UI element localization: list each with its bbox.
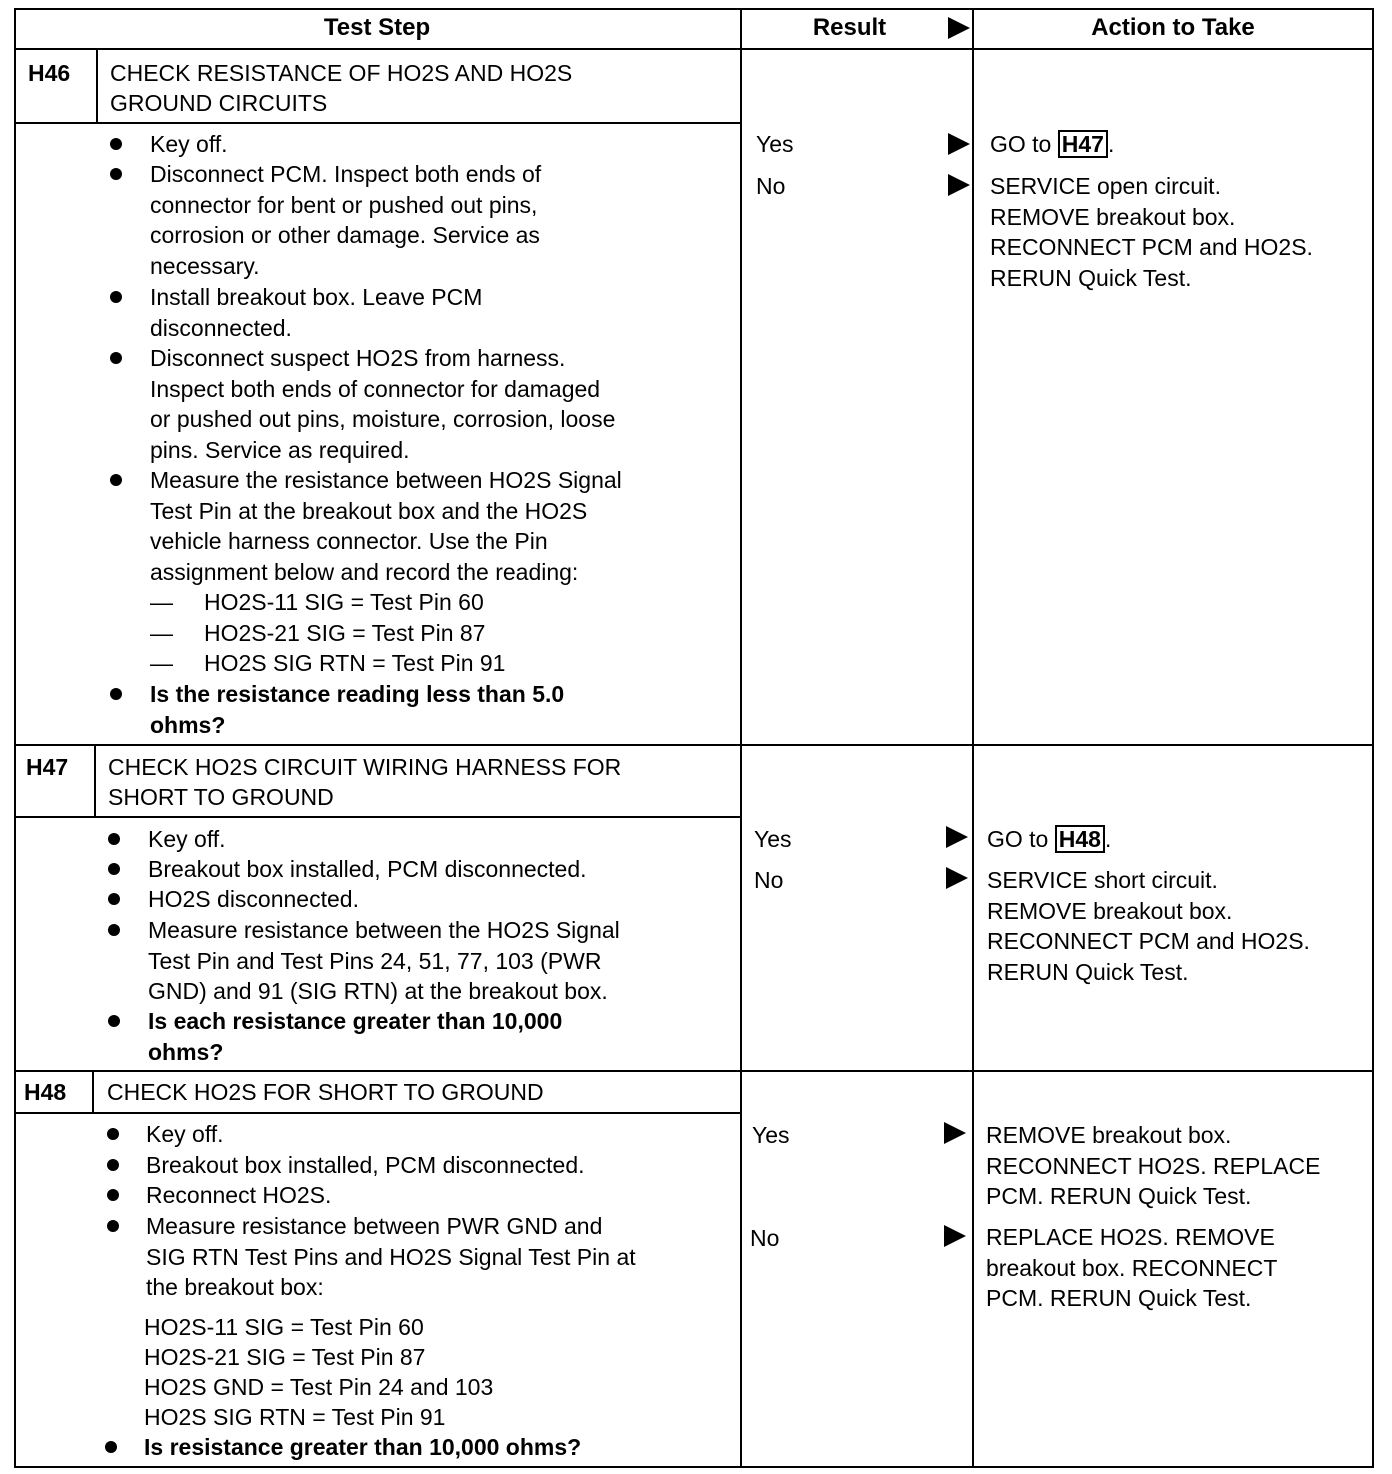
h48-result-yes: Yes [752, 1122, 790, 1148]
bullet-icon [110, 688, 122, 700]
arrow-icon [948, 133, 970, 155]
h46-title-underline [14, 122, 740, 124]
h47-bullet-2: Breakout box installed, PCM disconnected. [148, 856, 587, 882]
h46-yes-action: GO to H47 . [990, 131, 1115, 157]
h46-bullet-2: Disconnect PCM. Inspect both ends of connector for bent or pushed out pins, corrosion or other damage. Service as necessary. [150, 161, 542, 279]
step-ref-h48[interactable]: H48 [1055, 825, 1105, 853]
h47-bullet-3: HO2S disconnected. [148, 886, 359, 912]
arrow-icon [946, 867, 968, 889]
h46-bullet-4: Disconnect suspect HO2S from harness. Inspect both ends of connector for damaged or pushed out pins, moisture, corrosion, loose pins. Service as required. [150, 345, 616, 463]
step-ref-h47[interactable]: H47 [1058, 130, 1108, 158]
bullet-icon [110, 168, 122, 180]
step-id-h48: H48 [24, 1079, 67, 1105]
h48-bullet-2: Breakout box installed, PCM disconnected. [146, 1152, 585, 1178]
bullet-icon [110, 138, 122, 150]
header-test-step: Test Step [323, 14, 431, 41]
pin-line: — HO2S-21 SIG = Test Pin 87 [150, 619, 486, 646]
h48-bullet-3: Reconnect HO2S. [146, 1182, 332, 1208]
step-id-h47: H47 [26, 754, 69, 780]
h48-bullet-4: Measure resistance between PWR GND and SIG RTN Test Pins and HO2S Signal Test Pin at the breakout box: [146, 1213, 636, 1300]
step-title-h48: CHECK HO2S FOR SHORT TO GROUND [107, 1079, 544, 1105]
h47-no-action: SERVICE short circuit. REMOVE breakout box. RECONNECT PCM and HO2S. RERUN Quick Test. [987, 867, 1310, 985]
bullet-icon [110, 474, 122, 486]
arrow-icon [944, 1225, 966, 1247]
h47-bullet-4: Measure resistance between the HO2S Signal Test Pin and Test Pins 24, 51, 77, 103 (PWR GND) and 91 (SIG RTN) at the breakout box. [148, 917, 620, 1004]
h47-title-underline [14, 816, 740, 818]
h46-result-yes: Yes [756, 131, 794, 157]
header-result: Result [812, 14, 887, 41]
h48-pin-list: HO2S-11 SIG = Test Pin 60 HO2S-21 SIG = Test Pin 87 HO2S GND = Test Pin 24 and 103 HO2S SIG RTN = Test Pin 91 [144, 1314, 494, 1430]
h47-result-yes: Yes [754, 826, 792, 852]
row-divider-h47 [14, 744, 1374, 746]
arrow-icon [948, 174, 970, 196]
bullet-icon [108, 924, 120, 936]
h46-no-action: SERVICE open circuit. REMOVE breakout box. RECONNECT PCM and HO2S. RERUN Quick Test. [990, 173, 1313, 291]
bullet-icon [107, 1220, 119, 1232]
bullet-icon [110, 291, 122, 303]
h46-result-no: No [756, 173, 786, 199]
bullet-icon [105, 1441, 117, 1453]
col-divider-result [740, 8, 742, 1468]
h48-yes-action: REMOVE breakout box. RECONNECT HO2S. REPLACE PCM. RERUN Quick Test. [986, 1122, 1321, 1209]
h46-bullet-1: Key off. [150, 131, 228, 157]
h47-question: Is each resistance greater than 10,000 ohms? [148, 1008, 563, 1065]
row-divider-h48 [14, 1070, 1374, 1072]
h48-bullet-1: Key off. [146, 1121, 224, 1147]
bullet-icon [107, 1189, 119, 1201]
h47-yes-action: GO to H48 . [987, 826, 1112, 852]
h46-question: Is the resistance reading less than 5.0 ohms? [150, 681, 565, 738]
bullet-icon [108, 893, 120, 905]
h46-bullet-3: Install breakout box. Leave PCM disconnected. [150, 284, 483, 341]
arrow-icon [946, 826, 968, 848]
header-divider [14, 48, 1374, 50]
header-arrow-icon [948, 17, 970, 39]
arrow-icon [944, 1122, 966, 1144]
h48-question: Is resistance greater than 10,000 ohms? [144, 1434, 582, 1460]
h47-bullet-1: Key off. [148, 826, 226, 852]
h46-id-divider [96, 48, 98, 122]
header-action: Action to Take [1091, 14, 1255, 41]
bullet-icon [108, 833, 120, 845]
bullet-icon [107, 1159, 119, 1171]
bullet-icon [108, 863, 120, 875]
h48-result-no: No [750, 1225, 780, 1251]
h47-result-no: No [754, 867, 784, 893]
pin-line: — HO2S SIG RTN = Test Pin 91 [150, 650, 506, 676]
bullet-icon [107, 1128, 119, 1140]
pin-line: — HO2S-11 SIG = Test Pin 60 [150, 589, 484, 615]
step-title-h47: CHECK HO2S CIRCUIT WIRING HARNESS FOR SHORT TO GROUND [108, 754, 622, 810]
col-divider-action [972, 8, 974, 1468]
bullet-icon [110, 352, 122, 364]
h48-title-underline [14, 1112, 740, 1114]
bullet-icon [108, 1015, 120, 1027]
step-id-h46: H46 [28, 60, 71, 86]
h47-id-divider [94, 744, 96, 816]
step-title-h46: CHECK RESISTANCE OF HO2S AND HO2S GROUND CIRCUITS [110, 60, 573, 116]
h46-bullet-5: Measure the resistance between HO2S Signal Test Pin at the breakout box and the HO2S vehicle harness connector. Use the Pin assignment below and record the reading: — HO2S-11 SIG = Test Pin 60 — HO2S-21 SIG = Test Pin 87 — HO2S SIG RTN = Test Pin 91 [150, 465, 622, 679]
h48-id-divider [92, 1070, 94, 1112]
h48-no-action: REPLACE HO2S. REMOVE breakout box. RECONNECT PCM. RERUN Quick Test. [986, 1224, 1278, 1311]
